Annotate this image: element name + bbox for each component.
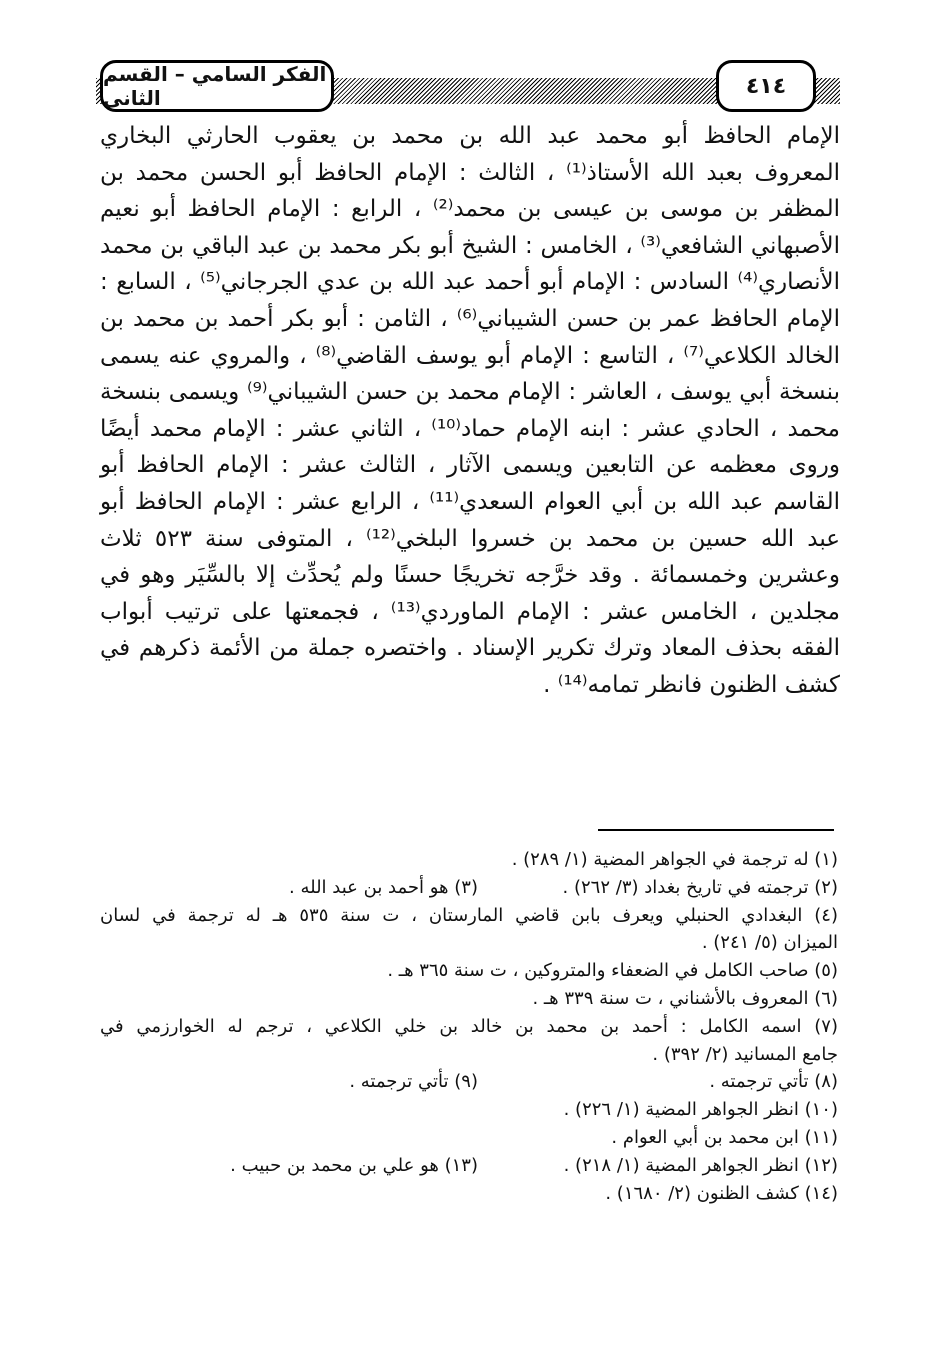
footnote-row-8-9 — [100, 1068, 838, 1096]
footnote-14: (١٤) كشف الظنون (٢/ ١٦٨٠) . — [605, 1182, 838, 1204]
footnote-3: (٣) هو أحمد بن عبد الله . — [289, 876, 478, 898]
footnote-7: (٧) اسمه الكامل : أحمد بن محمد بن خالد بن خلي الكلاعي ، ترجم له الخوارزمي في — [100, 1015, 838, 1037]
footnote-9: (٩) تأتي ترجمته . — [349, 1071, 478, 1093]
footnote-10: (١٠) انظر الجواهر المضية (١/ ٢٢٦) . — [563, 1099, 838, 1121]
running-title: الفكر السامي – القسم الثاني — [100, 60, 334, 112]
footnote-1: (١) له ترجمة في الجواهر المضية (١/ ٢٨٩) . — [511, 849, 838, 870]
footnote-8: (٨) تأتي ترجمته . — [709, 1071, 838, 1093]
footnote-7-cont: جامع المسانيد (٢/ ٣٩٢) . — [652, 1043, 838, 1065]
body-paragraph: الإمام الحافظ أبو محمد عبد الله بن محمد بن يعقوب الحارثي البخاري المعروف بعبد الله الأستاذ⁽¹⁾ ، الثالث : الإمام الحافظ أبو الحسن محمد بن المظفر بن موسى بن عيسى بن محمد⁽²⁾ ، الرابع : الإمام الحافظ أبو نعيم الأصبهاني الشافعي⁽³⁾ ، الخامس : الشيخ أبو بكر محمد بن عبد الباقي بن محمد الأنصاري⁽⁴⁾ السادس : الإمام أبو أحمد عبد الله بن عدي الجرجاني⁽⁵⁾ ، السابع : الإمام الحافظ عمر بن حسن الشيباني⁽⁶⁾ ، الثامن : أبو بكر أحمد بن محمد بن الخالد الكلاعي⁽⁷⁾ ، التاسع : الإمام أبو يوسف القاضي⁽⁸⁾ ، والمروي عنه يسمى بنسخة أبي يوسف ، العاشر : الإمام محمد بن حسن الشيباني⁽⁹⁾ ويسمى بنسخة محمد ، الحادي عشر : ابنه الإمام حماد⁽¹⁰⁾ ، الثاني عشر : الإمام محمد أيضًا وروى معظمه عن التابعين ويسمى الآثار ، الثالث عشر : الإمام الحافظ أبو القاسم عبد الله بن أبي العوام السعدي⁽¹¹⁾ ، الرابع عشر : الإمام الحافظ أبو عبد الله حسين بن محمد بن خسروا البلخي⁽¹²⁾ ، المتوفى سنة ٥٢٣ ثلاث وعشرين وخمسمائة . وقد خرَّجه تخريجًا حسنًا ولم يُحدِّث إلا بالسِّيَر وهو في مجلدين ، الخامس عشر : الإمام الماوردي⁽¹³⁾ ، فجمعتها على ترتيب أبواب الفقه بحذف المعاد وترك تكرير الإسناد . واختصره جملة من الأئمة ذكرهم في كشف الظنون فانظر تمامه⁽¹⁴⁾ . — [100, 123, 841, 698]
footnote-13: (١٣) هو علي بن محمد بن حبيب . — [230, 1154, 478, 1176]
footnote-4: (٤) البغدادي الحنبلي ويعرف بابن قاضي المارستان ، ت سنة ٥٣٥ هـ له ترجمة في لسان — [100, 904, 838, 926]
footnote-separator — [598, 829, 834, 831]
footnote-11: (١١) ابن محمد بن أبي العوام . — [611, 1126, 838, 1148]
page-number: ٤١٤ — [716, 60, 816, 112]
footnote-5: (٥) صاحب الكامل في الضعفاء والمتروكين ، ت سنة ٣٦٥ هـ . — [387, 960, 838, 982]
footnote-row-2-3 — [100, 874, 838, 902]
footnote-row-12-13 — [100, 1152, 838, 1180]
footnote-6: (٦) المعروف بالأشناني ، ت سنة ٣٣٩ هـ . — [532, 987, 838, 1009]
footnotes — [100, 846, 838, 1207]
footnote-12: (١٢) انظر الجواهر المضية (١/ ٢١٨) . — [563, 1154, 838, 1176]
footnote-4-cont: الميزان (٥/ ٢٤١) . — [701, 932, 838, 954]
main-text-block — [100, 118, 840, 704]
footnote-2: (٢) ترجمته في تاريخ بغداد (٣/ ٢٦٢) . — [562, 876, 838, 898]
